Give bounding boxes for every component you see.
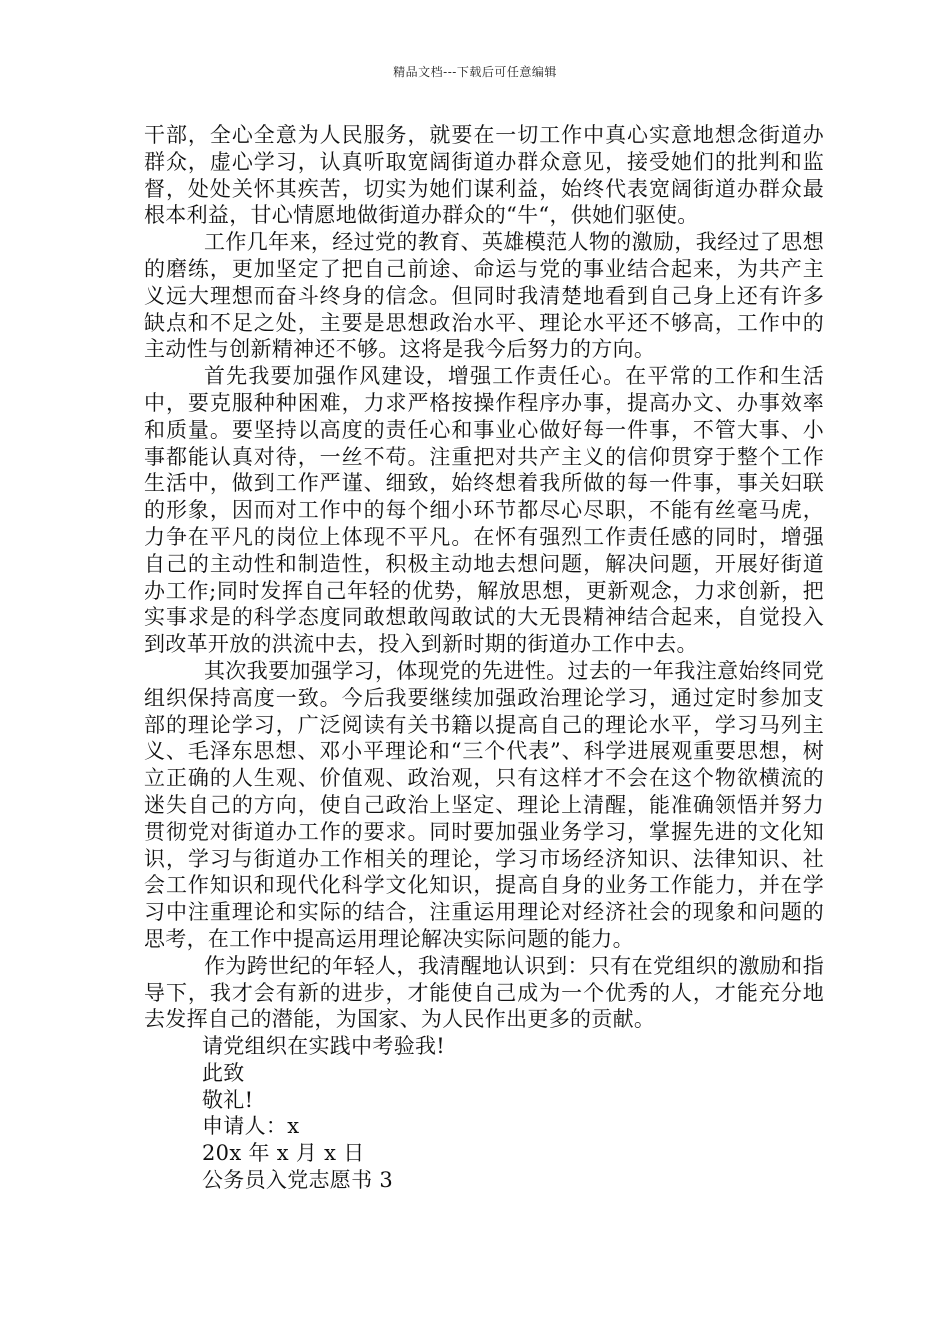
page-header: 精品文档---下载后可任意编辑 bbox=[393, 65, 557, 79]
body-paragraph: 首先我要加强作风建设，增强工作责任心。在平常的工作和生活中，要克服种种困难，力求严格按操作程序办事，提高办文、办事效率和质量。要坚持以高度的责任心和事业心做好每一件事，不管大事、小事都能认真对待，一丝不苟。注重把对共产主义的信仰贯穿于整个工作生活中，做到工作严谨、细致，始终想着我所做的每一件事，事关妇联的形象，因而对工作中的每个细小环节都尽心尽职，不能有丝毫马虎，力争在平凡的岗位上体现不平凡。在怀有强烈工作责任感的同时，增强自己的主动性和制造性，积极主动地去想问题，解决问题，开展好街道办工作;同时发挥自己年轻的优势，解放思想，更新观念，力求创新，把实事求是的科学态度同敢想敢闯敢试的大无畏精神结合起来，自觉投入到改革开放的洪流中去，投入到新时期的街道办工作中去。 bbox=[144, 364, 824, 657]
body-paragraph: 工作几年来，经过党的教育、英雄模范人物的激励，我经过了思想的磨练，更加坚定了把自己前途、命运与党的事业结合起来，为共产主义远大理想而奋斗终身的信念。但同时我清楚地看到自己身上还有许多缺点和不足之处，主要是思想政治水平、理论水平还不够高，工作中的主动性与创新精神还不够。这将是我今后努力的方向。 bbox=[144, 230, 824, 362]
body-paragraph: 干部，全心全意为人民服务，就要在一切工作中真心实意地想念街道办群众，虚心学习，认真听取宽阔街道办群众意见，接受她们的批判和监督，处处关怀其疾苦，切实为她们谋利益，始终代表宽阔街道办群众最根本利益，甘心情愿地做街道办群众的“牛“，供她们驱使。 bbox=[144, 123, 824, 228]
body-paragraph: 作为跨世纪的年轻人，我清醒地认识到：只有在党组织的激励和指导下，我才会有新的进步，才能使自己成为一个优秀的人，才能充分地去发挥自己的潜能，为国家、为人民作出更多的贡献。 bbox=[144, 953, 824, 1032]
signature-date: 20x 年 x 月 x 日 bbox=[202, 1141, 365, 1166]
closing-salutation: 此致 bbox=[202, 1060, 245, 1085]
applicant-signature: 申请人：x bbox=[202, 1114, 300, 1139]
closing-regards: 敬礼! bbox=[202, 1087, 254, 1112]
next-section-title: 公务员入党志愿书 3 bbox=[202, 1168, 394, 1193]
body-paragraph: 其次我要加强学习，体现党的先进性。过去的一年我注意始终同党组织保持高度一致。今后我要继续加强政治理论学习，通过定时参加支部的理论学习，广泛阅读有关书籍以提高自己的理论水平，学习马列主义、毛泽东思想、邓小平理论和“三个代表”、科学进展观重要思想，树立正确的人生观、价值观、政治观，只有这样才不会在这个物欲横流的迷失自己的方向，使自己政治上坚定、理论上清醒，能准确领悟并努力贯彻党对街道办工作的要求。同时要加强业务学习，掌握先进的文化知识，学习与街道办工作相关的理论，学习市场经济知识、法律知识、社会工作知识和现代化科学文化知识，提高自身的业务工作能力，并在学习中注重理论和实际的结合，注重运用理论对经济社会的现象和问题的思考，在工作中提高运用理论解决实际问题的能力。 bbox=[144, 658, 824, 951]
document-body bbox=[144, 122, 824, 1194]
closing-request: 请党组织在实践中考验我! bbox=[202, 1034, 446, 1059]
